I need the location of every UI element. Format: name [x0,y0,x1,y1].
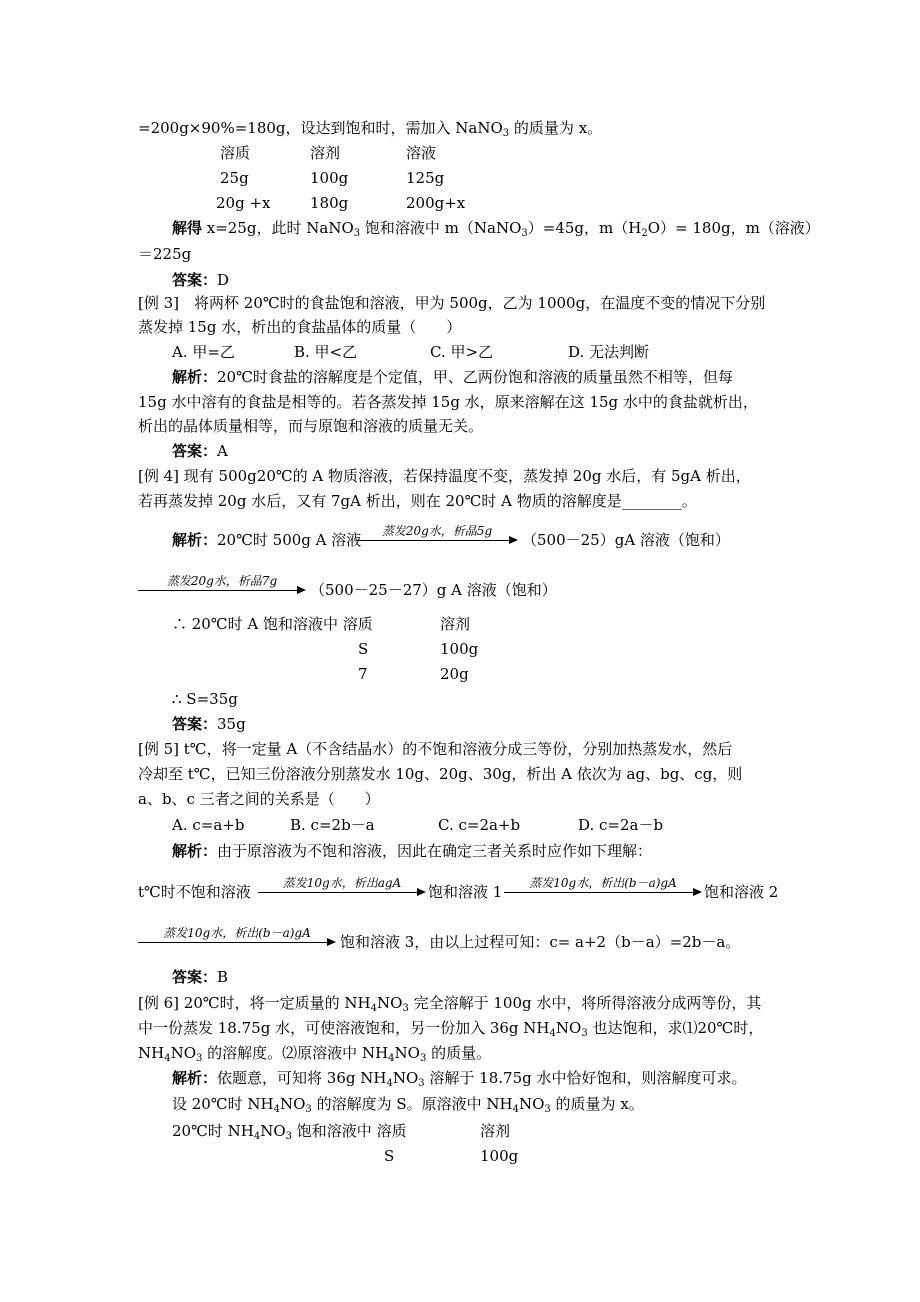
ex4-question-line: 若再蒸发掉 20g 水后，又有 7gA 析出，则在 20℃时 A 物质的溶解度是________。 [138,492,697,510]
ex6-question-line: 中一份蒸发 18.75g 水，可使溶液饱和，另一份加入 36g $NH_4NO_3$ 也达饱和，求⑴20℃时， [138,1019,764,1039]
ex6-table-title: 20℃时 $NH_4NO_3$ 饱和溶液中 溶质 [172,1122,407,1142]
ex5-option-a: A. c=a+b [172,816,245,834]
ex6-table-cell: S [384,1147,395,1165]
ex3-question-line: 蒸发掉 15g 水，析出的食盐晶体的质量（ ） [138,318,462,336]
table1-cell: 125g [406,169,445,187]
ex4-table-cell: 100g [440,640,479,658]
ex5-analysis-line: 解析：由于原溶液为不饱和溶液，因此在确定三者关系时应作如下理解： [172,842,653,860]
ex4-therefore-line: ∴ 20℃时 A 饱和溶液中 溶质 [172,615,373,633]
ex4-table-header-solvent: 溶剂 [440,615,471,633]
table1-cell: 25g [220,169,249,187]
table1-header-solvent: 溶剂 [310,144,341,162]
ex3-option-a: A. 甲=乙 [172,343,235,361]
reaction-arrow: 蒸发10g水，析出(b－a)gA [138,928,336,948]
ex5-process-state: 饱和溶液 1 [428,883,503,901]
table1-cell: 20g +x [216,194,271,212]
ex5-question-line: 冷却至 t℃，已知三份溶液分别蒸发水 10g、20g、30g，析出 A 依次为 ag、bg、cg，则 [138,765,743,783]
ex4-table-cell: 20g [440,665,469,683]
ex4-analysis-step1-result: （500－25）gA 溶液（饱和） [522,531,730,549]
reaction-arrow: 蒸发10g水，析出agA [258,878,426,898]
ex4-result: ∴ S=35g [172,690,238,708]
ex3-analysis-line: 解析：20℃时食盐的溶解度是个定值，甲、乙两份饱和溶液的质量虽然不相等，但每 [172,368,733,386]
table1-header-solute: 溶质 [220,144,251,162]
answer-line: 答案：D [172,271,230,289]
table1-cell: 100g [310,169,349,187]
ex6-analysis-line: 解析：依题意，可知将 36g $NH_4NO_3$ 溶解于 18.75g 水中恰好饱和，则溶解度可求。 [172,1069,747,1089]
ex4-question-line: [例 4] 现有 500g20℃的 A 物质溶液，若保持温度不变，蒸发掉 20g 水后，有 5gA 析出， [138,467,751,485]
table1-cell: 180g [310,194,349,212]
ex5-answer: 答案：B [172,968,229,986]
ex5-process-conclusion: 饱和溶液 3，由以上过程可知：c= a+2（b－a）=2b－a。 [340,933,741,951]
ex3-analysis-line: 析出的晶体质量相等，而与原饱和溶液的质量无关。 [138,417,484,435]
ex3-analysis-line: 15g 水中溶有的食盐是相等的。若各蒸发掉 15g 水，原来溶解在这 15g 水中的食盐就析出， [138,393,758,411]
ex5-process-start: t℃时不饱和溶液 [138,883,251,901]
ex4-table-cell: 7 [358,665,368,683]
ex6-analysis-line: 设 20℃时 $NH_4NO_3$ 的溶解度为 S。原溶液中 $NH_4NO_3$ 的质量为 x。 [172,1095,644,1115]
ex4-analysis-step2-result: （500－25－27）g A 溶液（饱和） [310,581,557,599]
reaction-arrow: 蒸发10g水，析出(b－a)gA [504,878,702,898]
ex3-option-d: D. 无法判断 [568,343,650,361]
solution-line-cont: ＝225g [138,245,192,263]
intro-line: =200g×90%=180g，设达到饱和时，需加入 NaNO$_3$ 的质量为 x。 [138,119,603,139]
ex4-table-cell: S [358,640,369,658]
table1-header-solution: 溶液 [406,144,437,162]
ex6-question-line: $NH_4NO_3$ 的溶解度。⑵原溶液中 $NH_4NO_3$ 的质量。 [138,1044,492,1064]
ex6-table-cell: 100g [480,1147,519,1165]
ex5-process-state: 饱和溶液 2 [704,883,779,901]
ex3-option-c: C. 甲>乙 [430,343,494,361]
ex5-option-c: C. c=2a+b [438,816,521,834]
ex5-option-b: B. c=2b－a [290,816,375,834]
ex3-option-b: B. 甲<乙 [294,343,358,361]
ex5-question-line: a、b、c 三者之间的关系是（ ） [138,790,380,808]
ex6-table-header-solvent: 溶剂 [480,1122,511,1140]
reaction-arrow: 蒸发20g水，析晶5g [356,526,518,546]
ex3-answer: 答案：A [172,442,228,460]
ex3-question-line: [例 3] 将两杯 20℃时的食盐饱和溶液，甲为 500g，乙为 1000g，在温度不变的情况下分别 [138,294,766,312]
ex4-answer: 答案：35g [172,715,246,733]
solution-line: 解得 x=25g，此时 NaNO$_3$ 饱和溶液中 m（NaNO$_3$）=45g，$m(H_2O)= 180g$，m（溶液） [172,219,820,239]
ex5-option-d: D. c=2a－b [578,816,664,834]
reaction-arrow: 蒸发20g水，析晶7g [138,576,306,596]
ex6-question-line: [例 6] 20℃时，将一定质量的 $NH_4NO_3$ 完全溶解于 100g 水中，将所得溶液分成两等份，其 [138,994,762,1014]
table1-cell: 200g+x [406,194,466,212]
ex5-question-line: [例 5] t℃，将一定量 A（不含结晶水）的不饱和溶液分成三等份，分别加热蒸发水，然后 [138,740,733,758]
ex4-analysis-step1: 解析：20℃时 500g A 溶液 [172,531,362,549]
